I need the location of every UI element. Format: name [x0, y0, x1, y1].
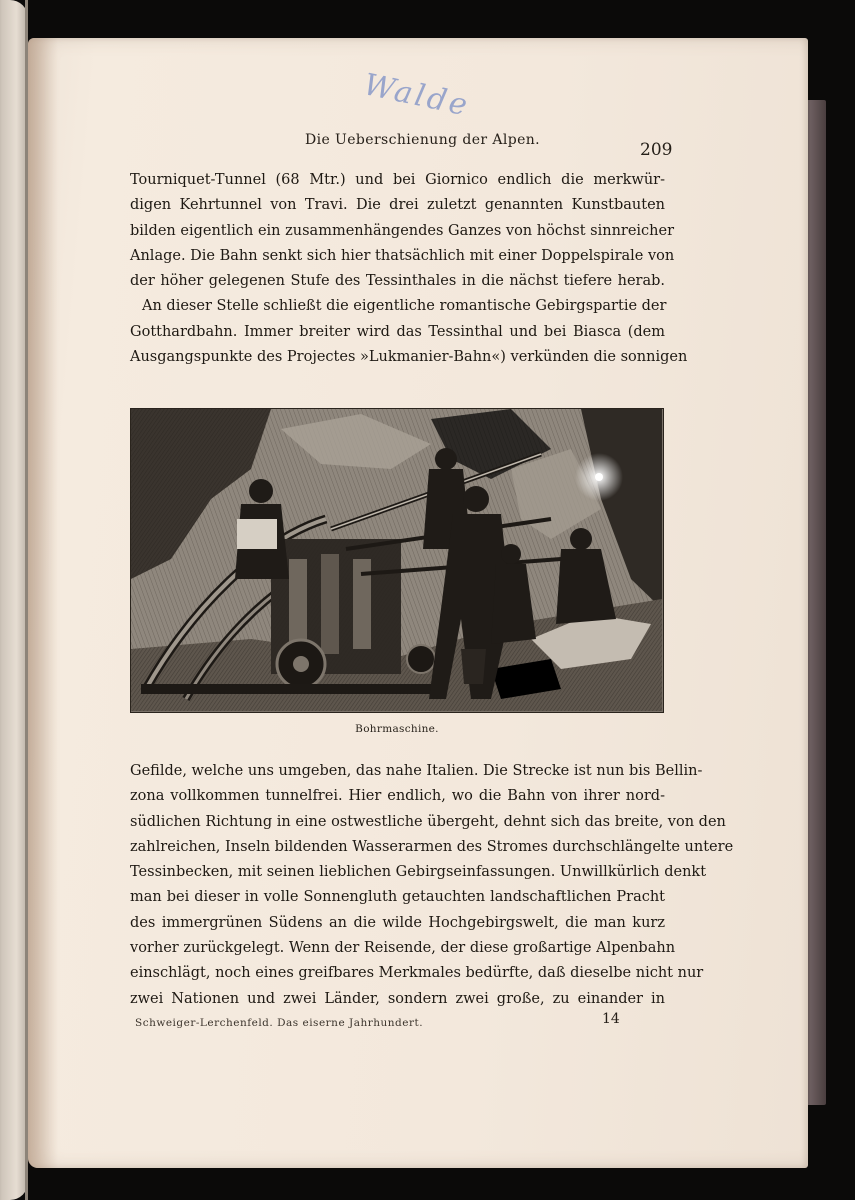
text-line: vorher zurückgelegt. Wenn der Reisende, der diese großartige Alpenbahn	[130, 940, 676, 957]
text-line: Anlage. Die Bahn senkt sich hier thatsächlich mit einer Doppelspirale von	[130, 247, 675, 264]
text-line: Gefilde, welche uns umgeben, das nahe Italien. Die Strecke ist nun bis Bellin-	[130, 763, 703, 779]
gutter-shadow	[28, 38, 58, 1168]
running-title: Die Ueberschienung der Alpen.	[305, 132, 541, 148]
drilling-machine-engraving	[130, 408, 664, 713]
page-number: 209	[640, 140, 673, 160]
paragraph-top	[130, 168, 688, 370]
footer-signature: Schweiger-Lerchenfeld. Das eiserne Jahrhundert.	[135, 1017, 424, 1029]
text-line: zona vollkommen tunnelfrei. Hier endlich, wo die Bahn von ihrer nord-	[130, 788, 665, 805]
left-page-edge	[0, 0, 28, 1200]
paragraph-bottom	[130, 759, 734, 1012]
text-line: südlichen Richtung in eine ostwestliche übergeht, dehnt sich das breite, von den	[130, 813, 726, 830]
text-line: Tourniquet-Tunnel (68 Mtr.) und bei Giornico endlich die merkwür-	[130, 172, 665, 188]
figure-caption: Bohrmaschine.	[355, 723, 439, 735]
text-line: An dieser Stelle schließt die eigentliche romantische Gebirgspartie der	[142, 298, 667, 315]
text-line: des immergrünen Südens an die wilde Hochgebirgswelt, die man kurz	[130, 914, 665, 931]
text-line: Ausgangspunkte des Projectes »Lukmanier-Bahn«) verkünden die sonnigen	[130, 349, 688, 366]
text-line: der höher gelegenen Stufe des Tessinthales in die nächst tiefere herab.	[130, 273, 665, 290]
sheet-number: 14	[602, 1011, 620, 1027]
text-line: digen Kehrtunnel von Travi. Die drei zuletzt genannten Kunstbauten	[130, 197, 665, 214]
text-line: Tessinbecken, mit seinen lieblichen Gebirgseinfassungen. Unwillkürlich denkt	[130, 864, 707, 881]
text-line: bilden eigentlich ein zusammenhängendes Ganzes von höchst sinnreicher	[130, 222, 675, 239]
text-line: man bei dieser in volle Sonnengluth getauchten landschaftlichen Pracht	[130, 889, 665, 906]
text-line: einschlägt, noch eines greifbares Merkmales bedürfte, daß dieselbe nicht nur	[130, 965, 704, 982]
handwritten-stamp: Walde	[360, 67, 474, 124]
text-line: zahlreichen, Inseln bildenden Wasserarmen des Stromes durchschlängelte untere	[130, 838, 734, 855]
text-line: zwei Nationen und zwei Länder, sondern zwei große, zu einander in	[130, 990, 665, 1007]
text-line: Gotthardbahn. Immer breiter wird das Tessinthal und bei Biasca (dem	[130, 323, 665, 340]
